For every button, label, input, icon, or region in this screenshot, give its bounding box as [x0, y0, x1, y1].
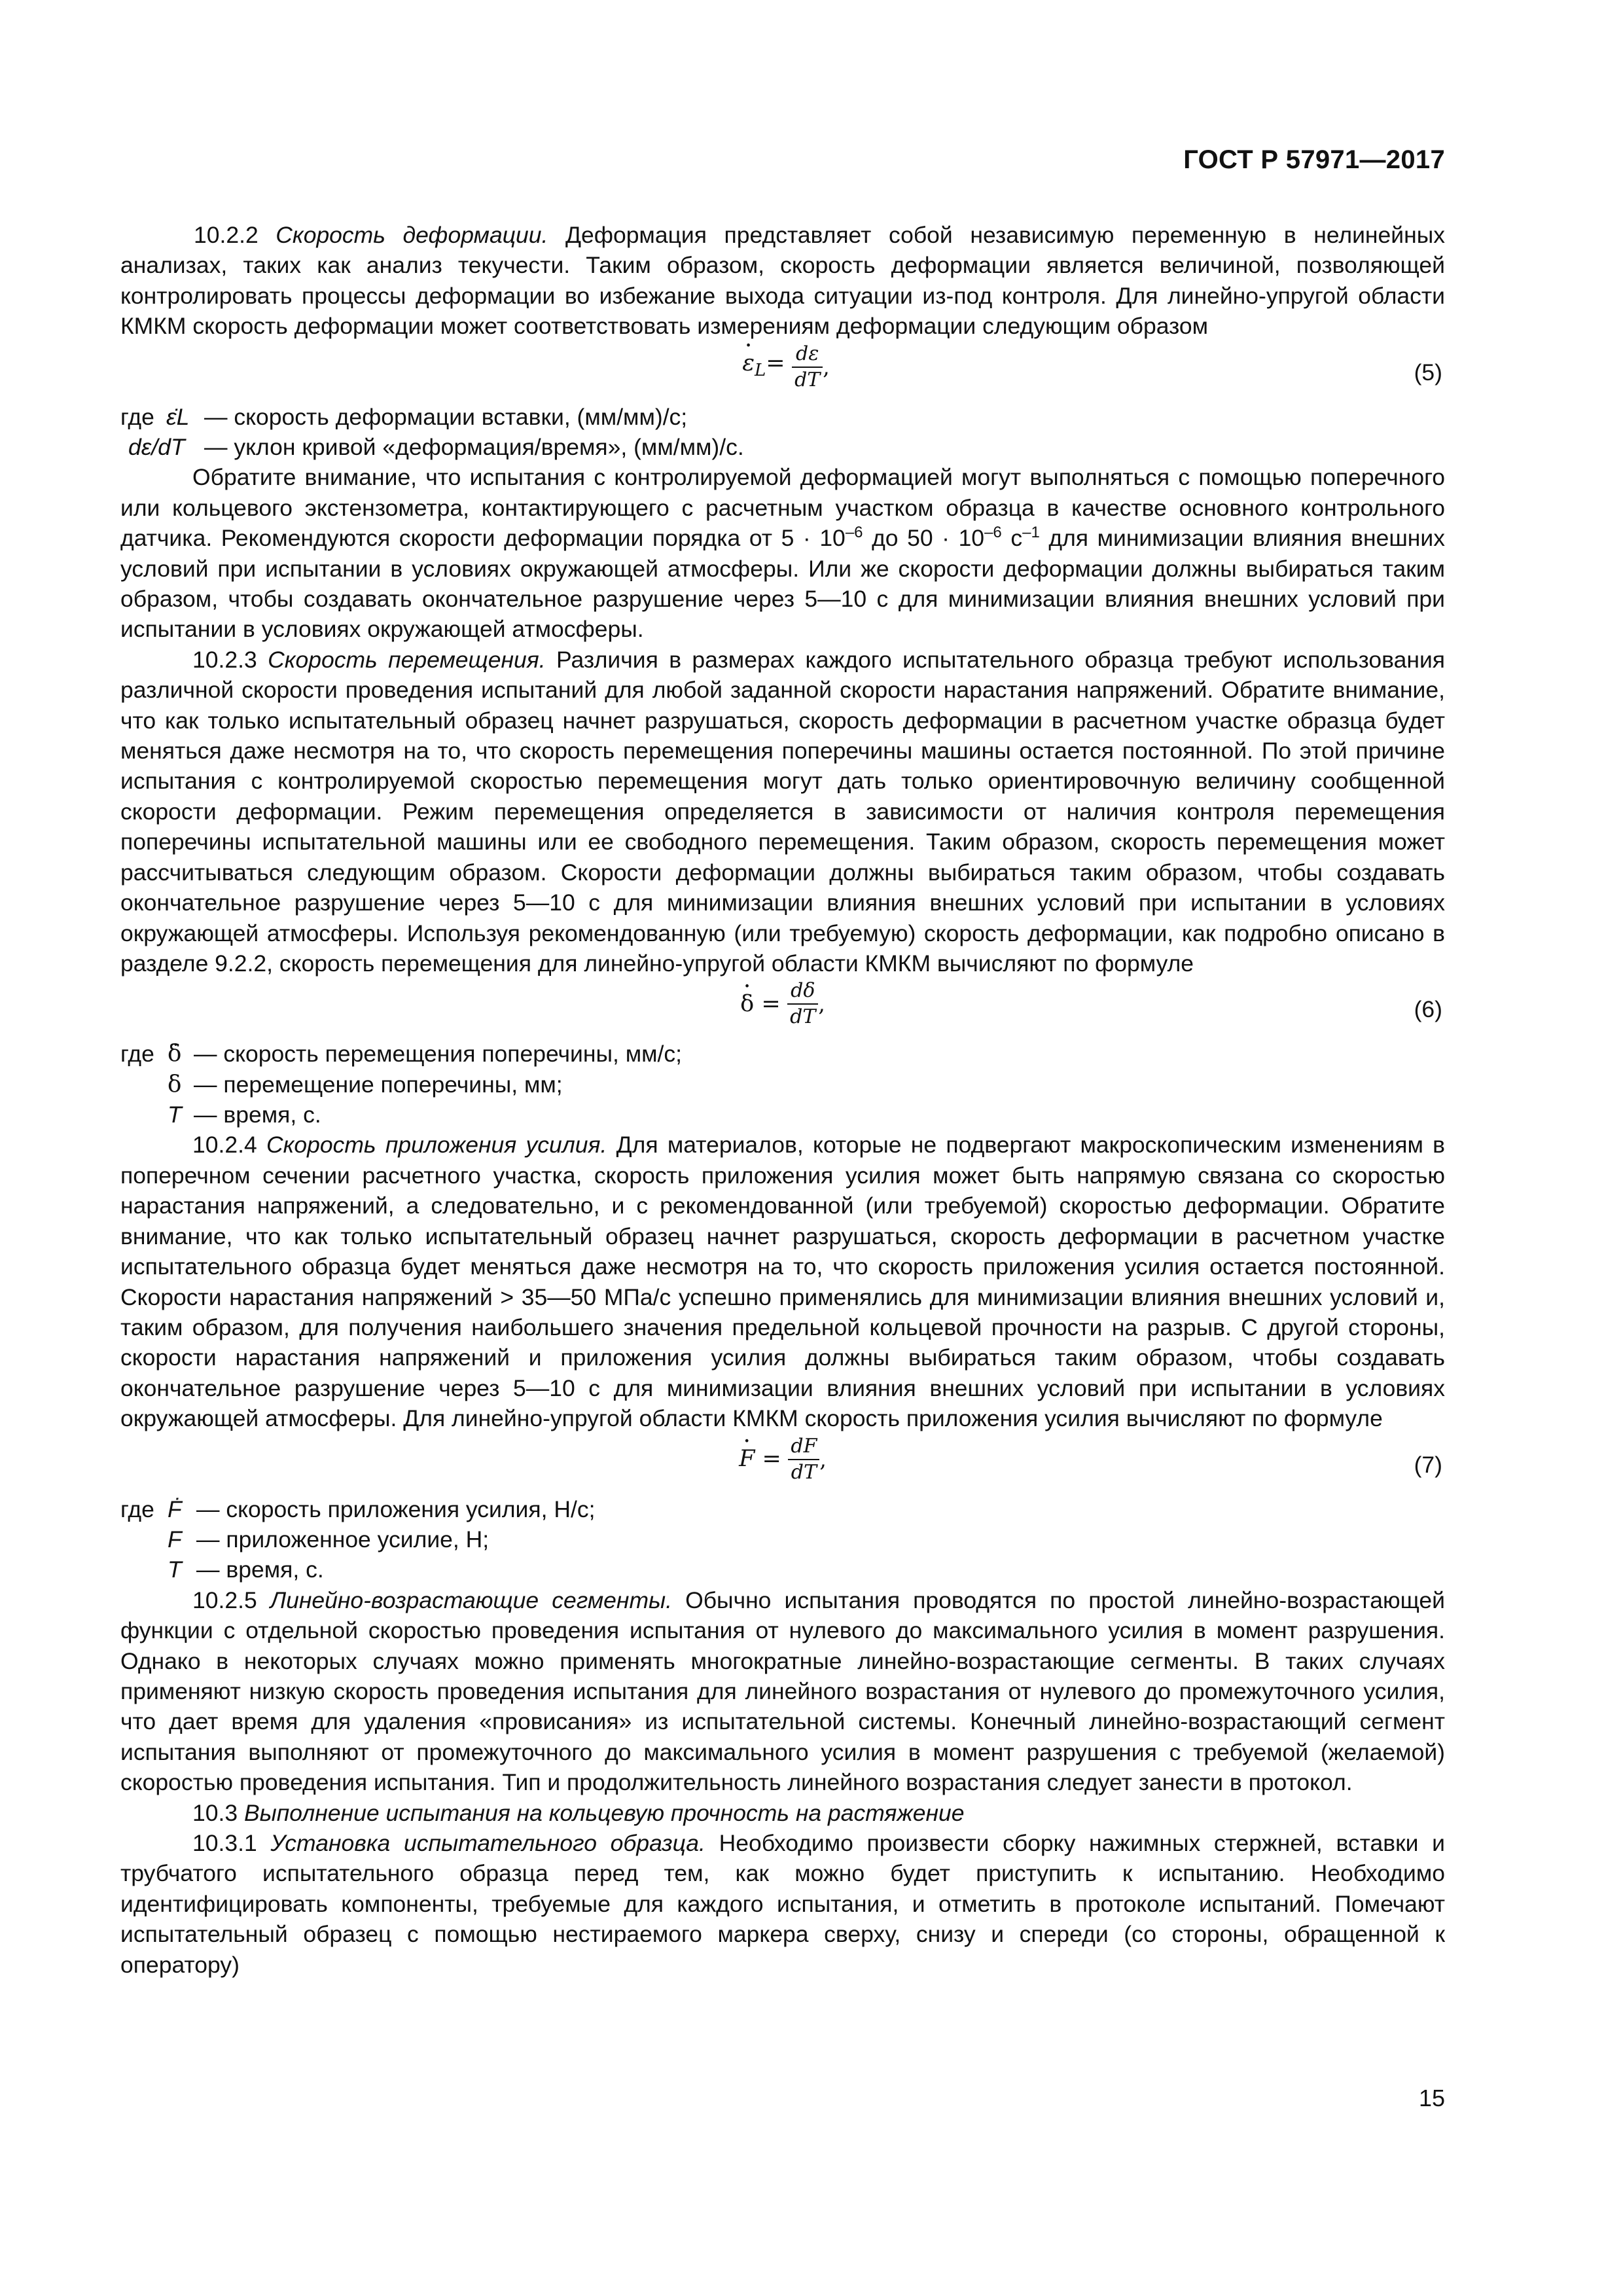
section-title: Выполнение испытания на кольцевую прочность на растяжение	[243, 1799, 965, 1826]
section-title: Установка испытательного образца.	[270, 1829, 705, 1856]
formula-numerator: dε	[792, 342, 823, 368]
where-symbol: Ḟ	[168, 1496, 182, 1522]
section-title: Скорость перемещения.	[268, 646, 546, 673]
exponent: –1	[1022, 524, 1040, 542]
where-lead: где	[120, 1496, 154, 1522]
section-title: Скорость приложения усилия.	[266, 1132, 607, 1158]
section-text: Необходимо произвести сборку нажимных стержней, вставки и трубчатого испытательного образца перед тем, как можно будет приступить к испытанию. Необходимо идентифицировать компоненты, требуемые для каждого испытания, и отметить в протоколе испытаний. Помечают испытательный образец с помощью нестираемого маркера сверху, снизу и спереди (со стороны, обращенной к оператору)	[120, 1829, 1445, 1978]
formula-5: · $\varepsilon_L=$ $\frac{d\varepsilon}{dT}$ , (5)	[120, 342, 1445, 402]
document-body	[120, 220, 1445, 1980]
where-row	[120, 1554, 1445, 1585]
where-symbol: T	[168, 1556, 182, 1583]
section-text: Деформация представляет собой независимую переменную в нелинейных анализах, таких как анализ текучести. Таким образом, скорость деформации является величиной, позволяющей контролировать процессы деформации во избежание выхода ситуации из-под контроля. Для линейно-упругой области КМКМ скорость деформации может соответствовать измерениям деформации следующим образом	[120, 222, 1445, 340]
formula-number: (6)	[1414, 996, 1442, 1023]
where-description: — перемещение поперечины, мм;	[194, 1071, 563, 1098]
where-description: — скорость перемещения поперечины, мм/с;	[194, 1041, 683, 1067]
section-title: Линейно-возрастающие сегменты.	[270, 1587, 673, 1613]
formula-lhs: · F	[739, 1444, 755, 1474]
text-fragment: Обратите внимание, что испытания с контролируемой деформацией могут выполняться с помощью поперечного или кольцевого экстензометра, контактирующего с расчетным участком образца в качестве основного контрольного датчика. Рекомендуются скорости деформации порядка от 5 · 10	[120, 464, 1445, 552]
section-number: 10.3.1	[192, 1829, 257, 1856]
where-row	[120, 1069, 1445, 1100]
where-symbol: dε/dT	[128, 434, 185, 461]
where-row	[120, 402, 1445, 432]
where-lead: где	[120, 403, 154, 430]
where-lead: где	[120, 1041, 154, 1067]
exponent: –6	[984, 524, 1002, 542]
document-header-code: ГОСТ Р 57971—2017	[1183, 145, 1445, 174]
section-title: Скорость деформации.	[276, 222, 548, 248]
formula-numerator: dF	[788, 1434, 819, 1460]
where-description: — скорость приложения усилия, Н/с;	[196, 1496, 596, 1522]
section-number: 10.3	[192, 1799, 238, 1826]
where-description: — приложенное усилие, Н;	[196, 1526, 490, 1552]
text-fragment: для минимизации влияния внешних условий при испытании в условиях окружающей атмосферы. Или же скорости деформации должны выбираться таким образом, чтобы создавать окончательное разрушение через 5—10 с для минимизации влияния внешних условий при испытании в условиях окружающей атмосферы.	[120, 525, 1445, 643]
where-row	[120, 432, 1445, 462]
where-description: — время, с.	[196, 1556, 324, 1583]
where-row	[120, 1100, 1445, 1130]
section-number: 10.2.5	[192, 1587, 257, 1613]
section-number: 10.2.4	[192, 1132, 257, 1158]
text-fragment: с	[1001, 525, 1023, 552]
where-row	[120, 1494, 1445, 1524]
page-number: 15	[1418, 2085, 1445, 2111]
formula-lhs-sub: L	[754, 360, 766, 380]
section-text: Для материалов, которые не подвергают макроскопическим изменениям в поперечном сечении расчетного участка, скорость приложения усилия может быть напрямую связана со скоростью нарастания напряжений, а следовательно, и с рекомендованной (или требуемой) скоростью деформации. Обратите внимание, что как только испытательный образец начнет разрушаться, скорость деформации в расчетном участке испытательного образца будет меняться даже несмотря на то, что скорость приложения усилия остается постоянной. Скорости нарастания напряжений > 35—50 МПа/с успешно применялись для минимизации влияния внешних условий и, таким образом, для получения наибольшего значения предельной кольцевой прочности на разрыв. С другой стороны, скорости нарастания напряжений и приложения усилия должны выбираться таким образом, чтобы создавать окончательное разрушение через 5—10 с для минимизации влияния внешних условий при испытании в условиях окружающей атмосферы. Для линейно-упругой области КМКМ скорость приложения усилия вычисляют по формуле	[120, 1132, 1445, 1432]
formula-7: · F = $\frac{dF}{dT}$ , (7)	[120, 1434, 1445, 1494]
section-10-2-3	[120, 645, 1445, 978]
where-symbol: δ̇	[168, 1040, 182, 1067]
formula-6: · δ = $\frac{d\delta}{dT}$ , (6)	[120, 978, 1445, 1039]
formula-number: (5)	[1414, 359, 1442, 386]
section-10-2-5	[120, 1585, 1445, 1798]
section-number: 10.2.2	[194, 222, 259, 248]
where-row	[120, 1524, 1445, 1554]
exponent: –6	[845, 524, 863, 542]
section-number: 10.2.3	[192, 646, 257, 673]
formula-lhs: · δ	[740, 989, 754, 1019]
where-symbol: F	[168, 1526, 182, 1552]
section-10-2-2	[120, 220, 1445, 342]
formula-denominator: dT	[790, 1005, 816, 1029]
section-10-3-1	[120, 1828, 1445, 1980]
where-row	[120, 1039, 1445, 1069]
where-symbol: ε̇L	[166, 403, 190, 430]
section-text: Различия в размерах каждого испытательного образца требуют использования различной скорости проведения испытаний для любой заданной скорости нарастания напряжений. Обратите внимание, что как только испытательный образец начнет разрушаться, скорость деформации в расчетном участке образца будет меняться даже несмотря на то, что скорость перемещения поперечины машины остается постоянной. По этой причине испытания с контролируемой скоростью перемещения могут дать только ориентировочную величину сообщенной скорости деформации. Режим перемещения определяется в зависимости от наличия контроля перемещения поперечины испытательной машины или ее свободного перемещения. Таким образом, скорость перемещения может рассчитываться следующим образом. Скорости деформации должны выбираться таким образом, чтобы создавать окончательное разрушение через 5—10 с для минимизации влияния внешних условий при испытании в условиях окружающей атмосферы. Используя рекомендованную (или требуемую) скорость деформации, как подробно описано в разделе 9.2.2, скорость перемещения для линейно-упругой области КМКМ вычисляют по формуле	[120, 646, 1445, 977]
where-symbol: T	[168, 1102, 182, 1128]
section-10-2-4	[120, 1130, 1445, 1433]
where-symbol: δ	[168, 1070, 182, 1098]
section-10-3	[120, 1798, 1445, 1828]
formula-number: (7)	[1414, 1451, 1442, 1478]
formula-denominator: dT	[791, 1460, 817, 1484]
paragraph-strain-rate-note	[120, 462, 1445, 644]
where-description: — скорость деформации вставки, (мм/мм)/с;	[204, 403, 688, 430]
formula-numerator: dδ	[787, 978, 818, 1005]
where-description: — уклон кривой «деформация/время», (мм/мм)/с.	[204, 434, 744, 461]
formula-lhs: · ε	[742, 348, 755, 378]
where-description: — время, с.	[194, 1102, 321, 1128]
section-text: Обычно испытания проводятся по простой линейно-возрастающей функции с отдельной скоростью проведения испытания от нулевого до максимального усилия в момент разрушения. Однако в некоторых случаях можно применять многократные линейно-возрастающие сегменты. В таких случаях применяют низкую скорость проведения испытания для линейного возрастания от нулевого до промежуточного усилия, что дает время для удаления «провисания» из испытательной системы. Конечный линейно-возрастающий сегмент испытания выполняют от промежуточного до максимального усилия в момент разрушения с требуемой (желаемой) скоростью проведения испытания. Тип и продолжительность линейного возрастания следует занести в протокол.	[120, 1587, 1445, 1796]
text-fragment: до 50 · 10	[863, 525, 985, 552]
formula-denominator: dT	[794, 368, 821, 391]
